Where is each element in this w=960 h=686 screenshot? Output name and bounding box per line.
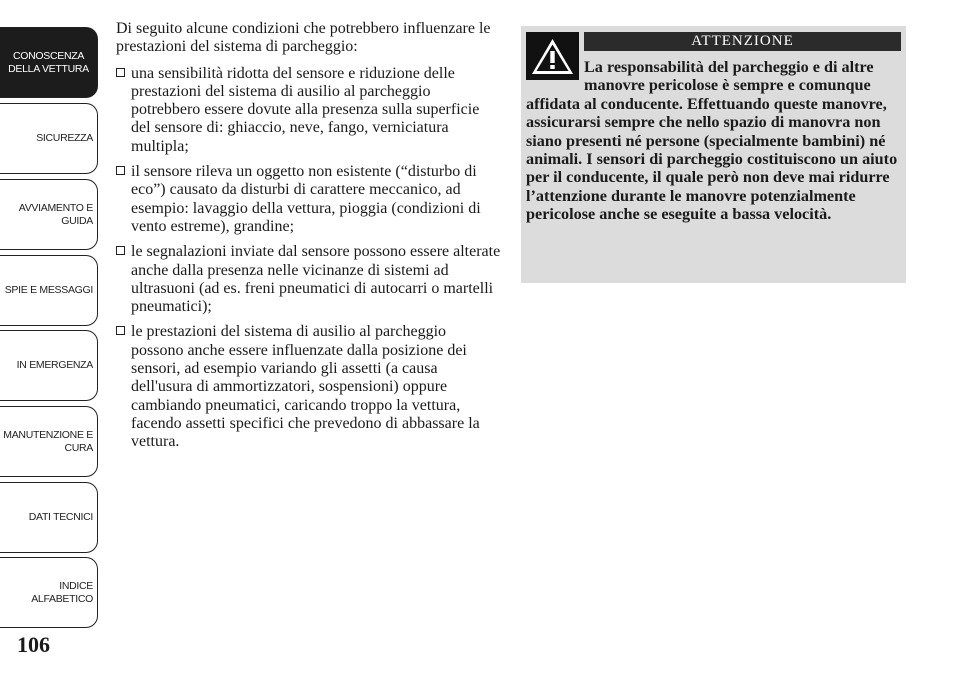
intro-paragraph: Di seguito alcune condizioni che potrebbero influenzare le prestazioni del sistema di parcheggio: — [116, 20, 491, 56]
tab-manutenzione-e-cura[interactable]: MANUTENZIONE E CURA — [0, 406, 98, 477]
list-item: le prestazioni del sistema di ausilio al parcheggio possono anche essere influenzate dalla posizione dei sensori, ad esempio variando gli assetti (a causa dell'usura di ammortizzatori, sospensioni) oppure cambiando pneumatici, caricando troppo la vettura, facendo assetti specifici che prevedono di abbassare la vettura. — [116, 323, 501, 451]
tab-sicurezza[interactable]: SICUREZZA — [0, 103, 98, 174]
tab-dati-tecnici[interactable]: DATI TECNICI — [0, 482, 98, 553]
condition-list — [116, 65, 501, 452]
tab-avviamento-e-guida[interactable]: AVVIAMENTO E GUIDA — [0, 179, 98, 250]
checkbox-bullet-icon — [116, 326, 125, 335]
tab-conoscenza-della-vettura[interactable]: CONOSCENZA DELLA VETTURA — [0, 27, 98, 98]
list-item: il sensore rileva un oggetto non esistente (“disturbo di eco”) causato da disturbi di carattere meccanico, ad esempio: lavaggio della vettura, pioggia (condizioni di vento estreme), grandine; — [116, 163, 501, 236]
checkbox-bullet-icon — [116, 166, 125, 175]
body-column — [116, 20, 501, 459]
tab-in-emergenza[interactable]: IN EMERGENZA — [0, 330, 98, 401]
tab-spie-e-messaggi[interactable]: SPIE E MESSAGGI — [0, 255, 98, 326]
warning-text: La responsabilità del parcheggio e di altre manovre pericolose è sempre e comunque affidata al conducente. Effettuando queste manovre, assicurarsi sempre che nello spazio di manovra non siano presenti né persone (specialmente bambini) né animali. I sensori di parcheggio costituiscono un aiuto per il conducente, il quale però non deve mai ridurre l’attenzione durante le manovre potenzialmente pericolose anche se eseguite a bassa velocità. — [526, 58, 898, 224]
list-item: le segnalazioni inviate dal sensore possono essere alterate anche dalla presenza nelle vicinanze di sistemi ad ultrasuoni (ad es. freni pneumatici di autocarri o martelli pneumatici); — [116, 243, 501, 316]
warning-title: ATTENZIONE — [584, 32, 901, 51]
checkbox-bullet-icon — [116, 246, 125, 255]
warning-box — [521, 26, 906, 283]
page-number: 106 — [17, 632, 50, 657]
list-item: una sensibilità ridotta del sensore e riduzione delle prestazioni del sistema di ausilio al parcheggio potrebbero essere dovute alla presenza sulla superficie del sensore di: ghiaccio, neve, fango, verniciatura multipla; — [116, 65, 501, 156]
checkbox-bullet-icon — [116, 68, 125, 77]
tab-indice-alfabetico[interactable]: INDICE ALFABETICO — [0, 557, 98, 628]
